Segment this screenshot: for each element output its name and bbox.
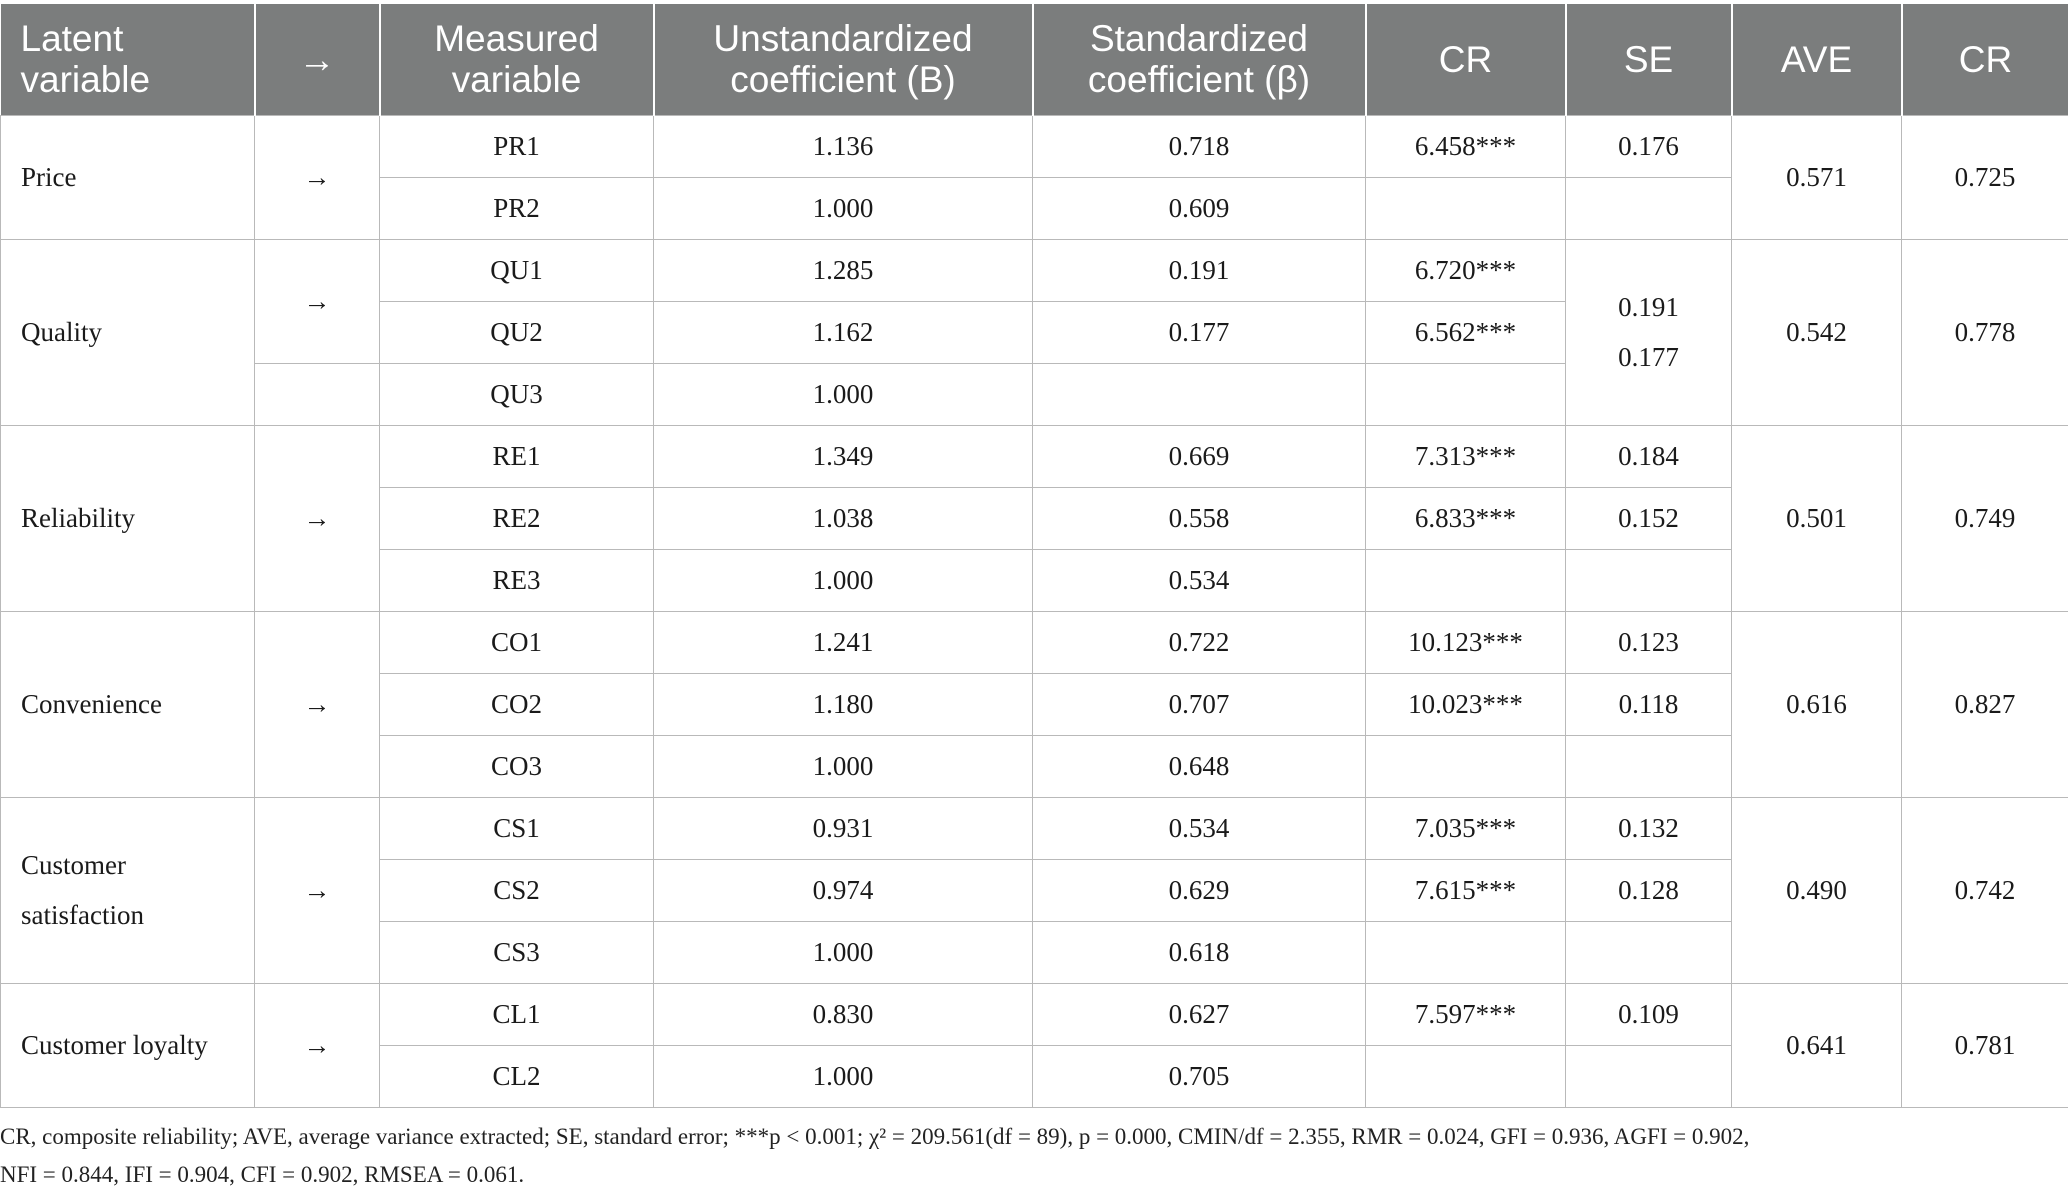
- composite-cr-cell: 0.749: [1902, 425, 2068, 611]
- latent-variable-cell: Price: [1, 115, 255, 239]
- b-cell: 1.285: [654, 239, 1033, 301]
- ave-cell: 0.571: [1732, 115, 1902, 239]
- b-cell: 1.000: [654, 177, 1033, 239]
- measured-variable-cell: RE2: [380, 487, 654, 549]
- se-cell: [1566, 549, 1732, 611]
- header-se: SE: [1566, 4, 1732, 115]
- header-cr: CR: [1366, 4, 1566, 115]
- se-cell: [1566, 921, 1732, 983]
- header-unstandardized-coefficient: Unstandardized coefficient (B): [654, 4, 1033, 115]
- cr-cell: 7.035***: [1366, 797, 1566, 859]
- beta-cell: 0.177: [1033, 301, 1366, 363]
- header-standardized-coefficient: Standardized coefficient (β): [1033, 4, 1366, 115]
- measured-variable-cell: QU2: [380, 301, 654, 363]
- cr-cell: 6.458***: [1366, 115, 1566, 177]
- b-cell: 0.931: [654, 797, 1033, 859]
- measurement-model-table: [0, 4, 2068, 1108]
- se-cell: [1566, 1045, 1732, 1107]
- b-cell: 1.136: [654, 115, 1033, 177]
- cr-cell: [1366, 177, 1566, 239]
- measured-variable-cell: CO1: [380, 611, 654, 673]
- b-cell: 1.000: [654, 735, 1033, 797]
- se-cell: 0.132: [1566, 797, 1732, 859]
- ave-cell: 0.641: [1732, 983, 1902, 1107]
- table-row: [1, 611, 2068, 673]
- b-cell: 1.000: [654, 1045, 1033, 1107]
- composite-cr-cell: 0.827: [1902, 611, 2068, 797]
- se-cell: 0.123: [1566, 611, 1732, 673]
- se-cell: 0.184: [1566, 425, 1732, 487]
- measured-variable-cell: CL2: [380, 1045, 654, 1107]
- arrow-icon: →: [255, 239, 380, 363]
- header-measured-variable: Measured variable: [380, 4, 654, 115]
- beta-cell: 0.707: [1033, 673, 1366, 735]
- se-value: 0.191: [1618, 292, 1679, 322]
- table-row: [1, 115, 2068, 177]
- beta-cell: [1033, 363, 1366, 425]
- b-cell: 0.974: [654, 859, 1033, 921]
- table-row: [1, 425, 2068, 487]
- beta-cell: 0.609: [1033, 177, 1366, 239]
- se-cell: [1566, 239, 1732, 425]
- measured-variable-cell: RE1: [380, 425, 654, 487]
- b-cell: 1.000: [654, 549, 1033, 611]
- cr-cell: 7.597***: [1366, 983, 1566, 1045]
- cr-cell: 7.615***: [1366, 859, 1566, 921]
- latent-variable-cell: Customer satisfaction: [1, 797, 255, 983]
- cr-cell: [1366, 735, 1566, 797]
- arrow-icon: →: [255, 425, 380, 611]
- composite-cr-cell: 0.781: [1902, 983, 2068, 1107]
- table-footnote: [0, 1118, 2060, 1194]
- cr-cell: [1366, 363, 1566, 425]
- cr-cell: 7.313***: [1366, 425, 1566, 487]
- b-cell: 0.830: [654, 983, 1033, 1045]
- table-row: [1, 239, 2068, 301]
- cr-cell: 6.720***: [1366, 239, 1566, 301]
- se-cell: 0.109: [1566, 983, 1732, 1045]
- footnote-line-2: NFI = 0.844, IFI = 0.904, CFI = 0.902, RMSEA = 0.061.: [0, 1156, 2060, 1194]
- latent-variable-cell: Customer loyalty: [1, 983, 255, 1107]
- beta-cell: 0.629: [1033, 859, 1366, 921]
- measured-variable-cell: CO3: [380, 735, 654, 797]
- cr-cell: 6.562***: [1366, 301, 1566, 363]
- header-row: [1, 4, 2068, 115]
- b-cell: 1.180: [654, 673, 1033, 735]
- table-row: [1, 797, 2068, 859]
- beta-cell: 0.558: [1033, 487, 1366, 549]
- cr-cell: [1366, 921, 1566, 983]
- measured-variable-cell: QU3: [380, 363, 654, 425]
- beta-cell: 0.722: [1033, 611, 1366, 673]
- beta-cell: 0.718: [1033, 115, 1366, 177]
- beta-cell: 0.191: [1033, 239, 1366, 301]
- arrow-icon: →: [255, 797, 380, 983]
- beta-cell: 0.669: [1033, 425, 1366, 487]
- measured-variable-cell: CS3: [380, 921, 654, 983]
- se-cell: 0.152: [1566, 487, 1732, 549]
- cr-cell: 10.023***: [1366, 673, 1566, 735]
- measured-variable-cell: PR2: [380, 177, 654, 239]
- beta-cell: 0.534: [1033, 797, 1366, 859]
- measured-variable-cell: RE3: [380, 549, 654, 611]
- header-ave: AVE: [1732, 4, 1902, 115]
- beta-cell: 0.705: [1033, 1045, 1366, 1107]
- header-composite-cr: CR: [1902, 4, 2068, 115]
- table-row: [1, 983, 2068, 1045]
- b-cell: 1.000: [654, 363, 1033, 425]
- se-cell: 0.176: [1566, 115, 1732, 177]
- latent-variable-cell: Convenience: [1, 611, 255, 797]
- beta-cell: 0.627: [1033, 983, 1366, 1045]
- latent-variable-cell: Reliability: [1, 425, 255, 611]
- beta-cell: 0.648: [1033, 735, 1366, 797]
- b-cell: 1.000: [654, 921, 1033, 983]
- cr-cell: [1366, 1045, 1566, 1107]
- ave-cell: 0.542: [1732, 239, 1902, 425]
- measured-variable-cell: CS1: [380, 797, 654, 859]
- composite-cr-cell: 0.725: [1902, 115, 2068, 239]
- b-cell: 1.038: [654, 487, 1033, 549]
- b-cell: 1.241: [654, 611, 1033, 673]
- measured-variable-cell: QU1: [380, 239, 654, 301]
- se-cell: [1566, 735, 1732, 797]
- cr-cell: 6.833***: [1366, 487, 1566, 549]
- se-cell: 0.118: [1566, 673, 1732, 735]
- latent-variable-cell: Quality: [1, 239, 255, 425]
- measured-variable-cell: CO2: [380, 673, 654, 735]
- composite-cr-cell: 0.778: [1902, 239, 2068, 425]
- header-latent-variable: Latent variable: [1, 4, 255, 115]
- se-value: 0.177: [1618, 342, 1679, 372]
- ave-cell: 0.490: [1732, 797, 1902, 983]
- arrow-icon: →: [255, 115, 380, 239]
- beta-cell: 0.534: [1033, 549, 1366, 611]
- cr-cell: 10.123***: [1366, 611, 1566, 673]
- b-cell: 1.162: [654, 301, 1033, 363]
- composite-cr-cell: 0.742: [1902, 797, 2068, 983]
- arrow-icon: →: [255, 611, 380, 797]
- cr-cell: [1366, 549, 1566, 611]
- b-cell: 1.349: [654, 425, 1033, 487]
- arrow-icon: →: [255, 983, 380, 1107]
- se-cell: 0.128: [1566, 859, 1732, 921]
- ave-cell: 0.616: [1732, 611, 1902, 797]
- beta-cell: 0.618: [1033, 921, 1366, 983]
- measured-variable-cell: CS2: [380, 859, 654, 921]
- arrow-empty-cell: [255, 363, 380, 425]
- ave-cell: 0.501: [1732, 425, 1902, 611]
- measured-variable-cell: PR1: [380, 115, 654, 177]
- se-cell: [1566, 177, 1732, 239]
- header-arrow: →: [255, 4, 380, 115]
- footnote-line-1: CR, composite reliability; AVE, average variance extracted; SE, standard error; ***p < 0.001; χ² = 209.561(df = 89), p = 0.000, CMIN/df = 2.355, RMR = 0.024, GFI = 0.936, AGFI = 0.902,: [0, 1118, 2060, 1156]
- measured-variable-cell: CL1: [380, 983, 654, 1045]
